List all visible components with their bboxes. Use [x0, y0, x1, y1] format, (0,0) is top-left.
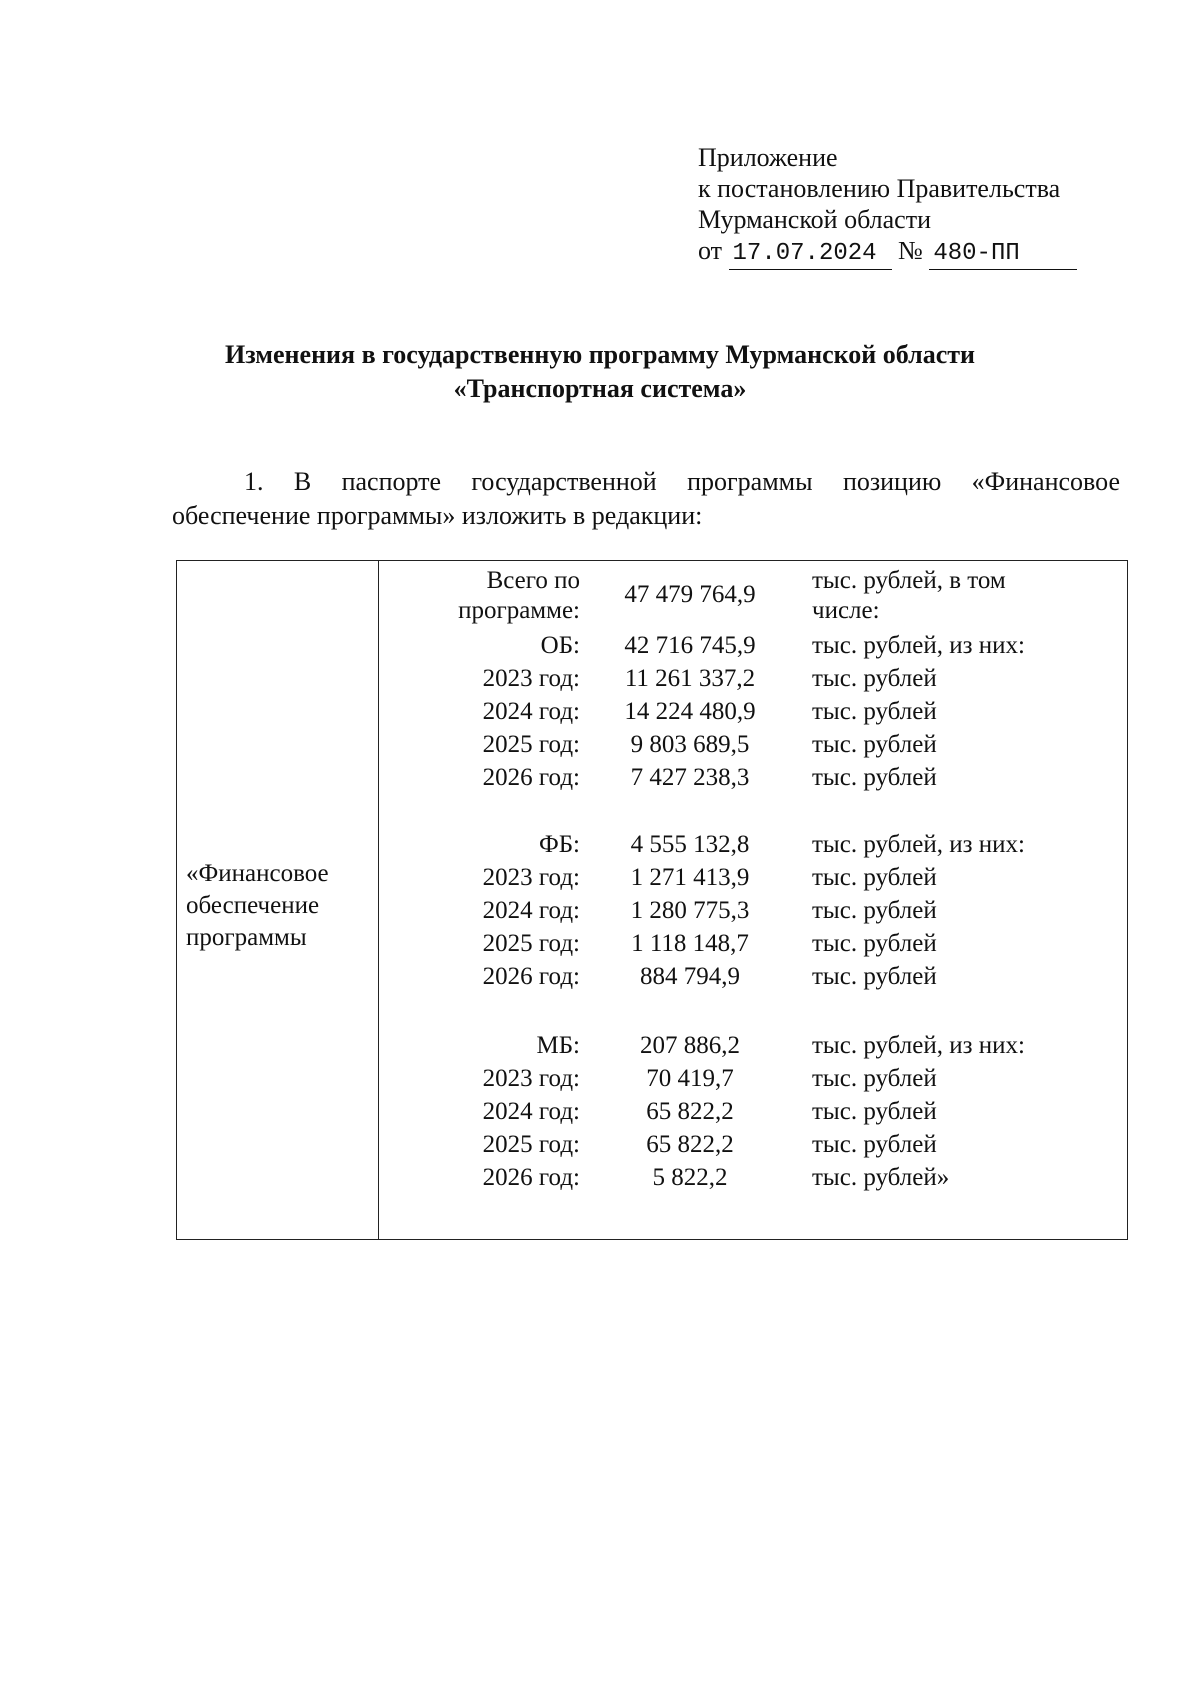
- row-value: 1 280 775,3: [630, 897, 750, 924]
- total-unit-line-2: числе:: [812, 597, 880, 624]
- row-label: 2025 год:: [482, 1131, 580, 1158]
- total-label-line-1: Всего по: [486, 567, 580, 594]
- row-label: 2026 год:: [482, 764, 580, 791]
- title-line-1: Изменения в государственную программу Мурманской области: [225, 340, 975, 369]
- document-title: [150, 338, 1050, 406]
- table-column-divider: [378, 560, 379, 1240]
- row-value: 65 822,2: [646, 1131, 734, 1158]
- total-value: 47 479 764,9: [624, 581, 756, 608]
- table-row-total: [380, 566, 1125, 626]
- row-unit: тыс. рублей: [812, 897, 937, 924]
- left-label-line-2: обеспечение: [186, 892, 320, 919]
- row-unit: тыс. рублей: [812, 731, 937, 758]
- row-label: МБ:: [536, 1032, 580, 1059]
- row-unit: тыс. рублей: [812, 864, 937, 891]
- number-prefix: №: [898, 236, 923, 265]
- row-label: 2024 год:: [482, 1098, 580, 1125]
- row-value: 207 886,2: [640, 1032, 740, 1059]
- appendix-date-line: [698, 235, 1077, 270]
- row-label: 2025 год:: [482, 731, 580, 758]
- table-left-label: [186, 858, 371, 954]
- row-unit: тыс. рублей: [812, 1131, 937, 1158]
- total-unit-line-1: тыс. рублей, в том: [812, 567, 1006, 594]
- appendix-header: [698, 142, 1077, 270]
- title-line-2: «Транспортная система»: [453, 374, 747, 403]
- row-value: 42 716 745,9: [624, 632, 756, 659]
- total-unit: [812, 566, 1132, 626]
- row-unit: тыс. рублей»: [812, 1164, 950, 1191]
- row-value: 5 822,2: [652, 1164, 728, 1191]
- document-date: 17.07.2024: [729, 238, 892, 270]
- row-unit: тыс. рублей: [812, 1065, 937, 1092]
- document-number: 480-ПП: [929, 238, 1077, 270]
- appendix-line-2: к постановлению Правительства: [698, 174, 1061, 203]
- appendix-line-3: Мурманской области: [698, 205, 931, 234]
- row-unit: тыс. рублей: [812, 665, 937, 692]
- row-value: 4 555 132,8: [630, 831, 750, 858]
- row-unit: тыс. рублей, из них:: [812, 632, 1025, 659]
- row-value: 11 261 337,2: [624, 665, 756, 692]
- row-label: ФБ:: [538, 831, 580, 858]
- row-value: 65 822,2: [646, 1098, 734, 1125]
- left-label-line-3: программы: [186, 924, 307, 951]
- row-label: 2026 год:: [482, 963, 580, 990]
- row-label: 2023 год:: [482, 1065, 580, 1092]
- row-value: 884 794,9: [640, 963, 740, 990]
- row-unit: тыс. рублей: [812, 698, 937, 725]
- row-label: 2025 год:: [482, 930, 580, 957]
- row-unit: тыс. рублей: [812, 963, 937, 990]
- row-label: 2024 год:: [482, 897, 580, 924]
- row-unit: тыс. рублей, из них:: [812, 1032, 1025, 1059]
- row-unit: тыс. рублей: [812, 1098, 937, 1125]
- row-label: 2024 год:: [482, 698, 580, 725]
- row-value: 9 803 689,5: [630, 731, 750, 758]
- row-value: 1 118 148,7: [631, 930, 749, 957]
- row-unit: тыс. рублей: [812, 764, 937, 791]
- row-label: 2026 год:: [482, 1164, 580, 1191]
- left-label-line-1: «Финансовое: [186, 860, 329, 887]
- row-unit: тыс. рублей: [812, 930, 937, 957]
- total-label-line-2: программе:: [458, 597, 580, 624]
- total-label: [380, 566, 580, 626]
- row-label: 2023 год:: [482, 665, 580, 692]
- row-unit: тыс. рублей, из них:: [812, 831, 1025, 858]
- row-value: 1 271 413,9: [630, 864, 750, 891]
- row-value: 70 419,7: [646, 1065, 734, 1092]
- intro-paragraph: 1. В паспорте государственной программы позицию «Финансовое обеспечение программы» изложить в редакции:: [172, 467, 1120, 530]
- row-label: ОБ:: [540, 632, 580, 659]
- date-prefix: от: [698, 236, 723, 265]
- row-value: 7 427 238,3: [630, 764, 750, 791]
- row-value: 14 224 480,9: [624, 698, 756, 725]
- appendix-line-1: Приложение: [698, 143, 838, 172]
- row-label: 2023 год:: [482, 864, 580, 891]
